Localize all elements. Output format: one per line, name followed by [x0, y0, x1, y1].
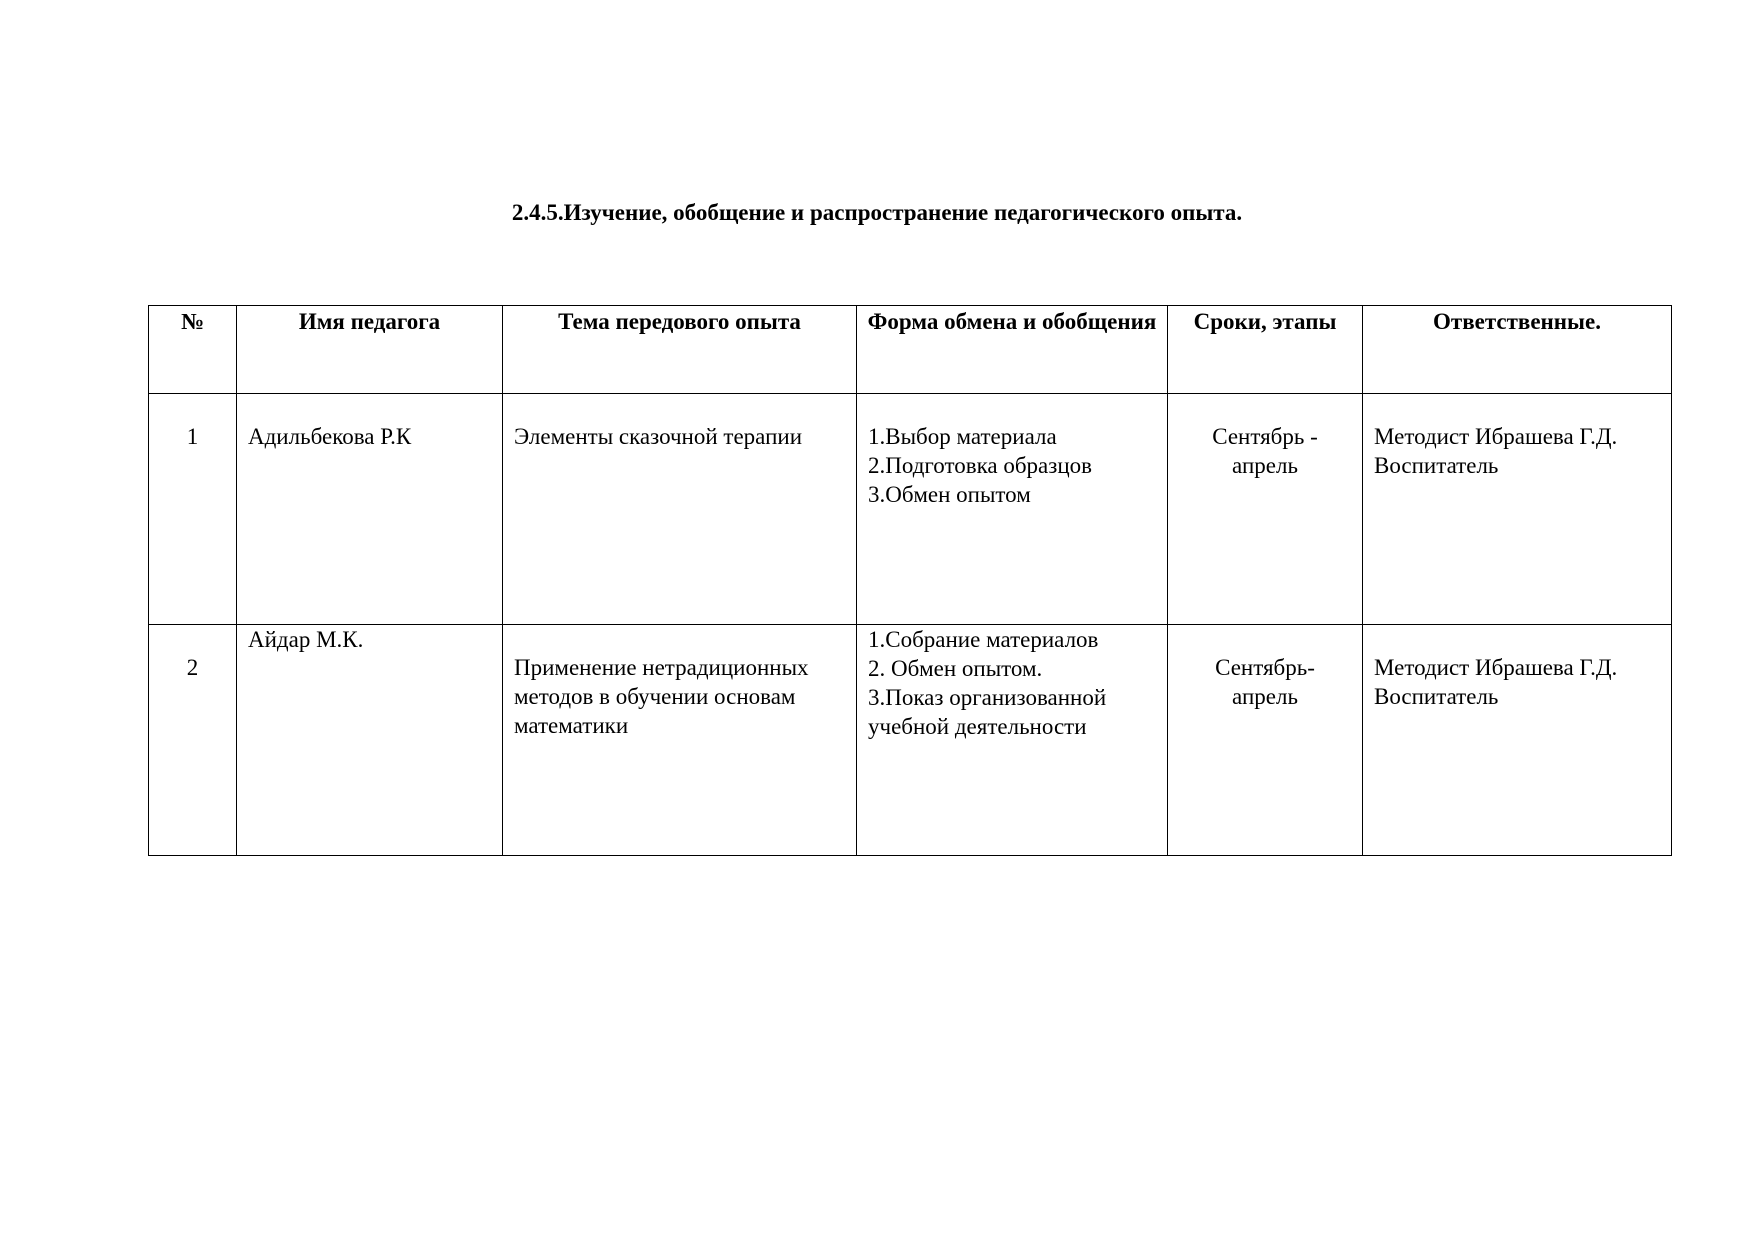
cell-terms: Сентябрь- апрель — [1168, 625, 1363, 856]
cell-responsible: Методист Ибрашева Г.Д. Воспитатель — [1363, 625, 1672, 856]
header-number: № — [149, 306, 237, 394]
cell-number: 1 — [149, 394, 237, 625]
cell-exchange-form: 1.Выбор материала 2.Подготовка образцов 3.Обмен опытом — [857, 394, 1168, 625]
cell-number: 2 — [149, 625, 237, 856]
experience-table — [148, 305, 1672, 856]
cell-teacher-name: Айдар М.К. — [237, 625, 503, 856]
table-row — [149, 394, 1672, 625]
cell-topic: Применение нетрадиционных методов в обучении основам математики — [503, 625, 857, 856]
table-row — [149, 625, 1672, 856]
cell-exchange-form: 1.Собрание материалов 2. Обмен опытом. 3.Показ организованной учебной деятельности — [857, 625, 1168, 856]
cell-terms: Сентябрь - апрель — [1168, 394, 1363, 625]
header-responsible: Ответственные. — [1363, 306, 1672, 394]
cell-teacher-name: Адильбекова Р.К — [237, 394, 503, 625]
page-title: 2.4.5.Изучение, обобщение и распространение педагогического опыта. — [511, 200, 1243, 225]
header-teacher-name: Имя педагога — [237, 306, 503, 394]
header-exchange-form: Форма обмена и обобщения — [857, 306, 1168, 394]
header-terms: Сроки, этапы — [1168, 306, 1363, 394]
cell-responsible: Методист Ибрашева Г.Д. Воспитатель — [1363, 394, 1672, 625]
header-topic: Тема передового опыта — [503, 306, 857, 394]
table-header-row — [149, 306, 1672, 394]
cell-topic: Элементы сказочной терапии — [503, 394, 857, 625]
